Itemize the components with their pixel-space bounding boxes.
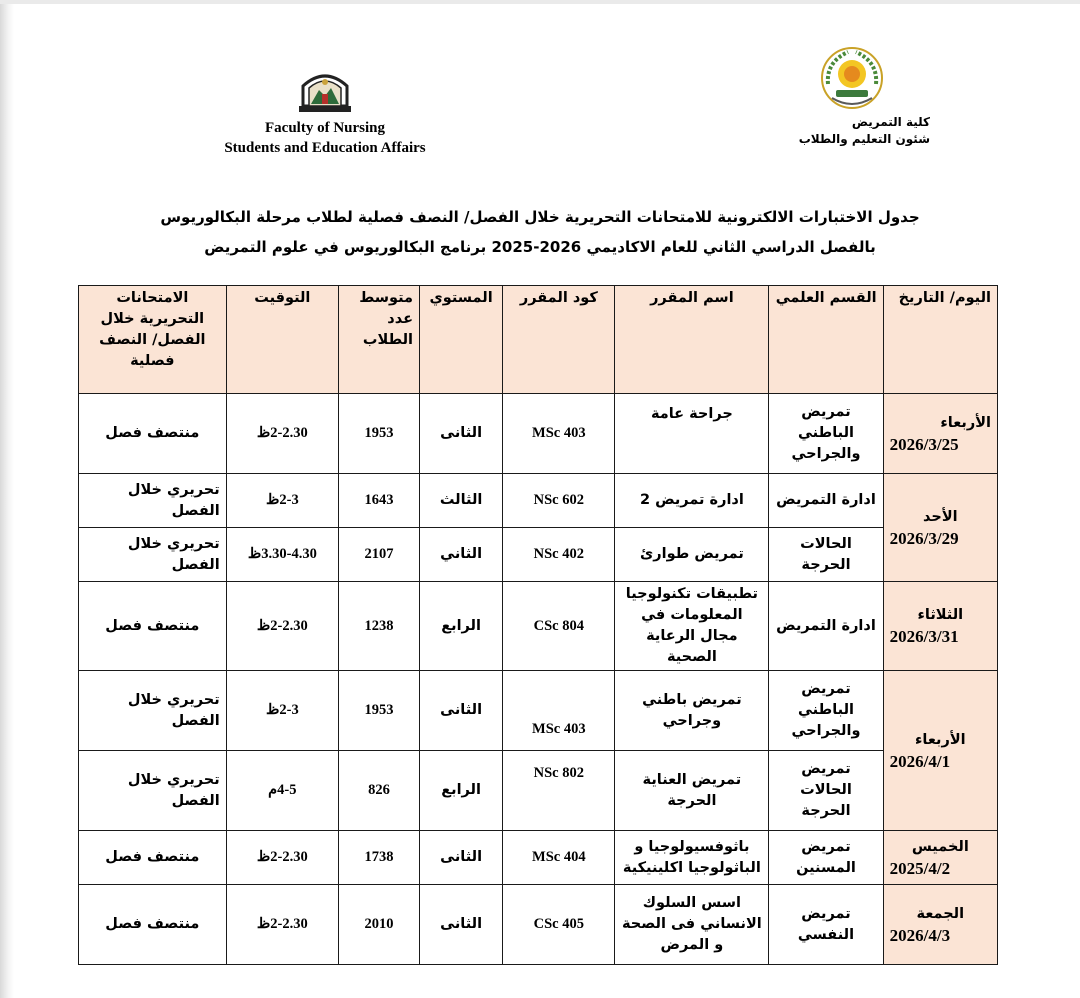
exam-type-cell: تحريري خلال الفصل: [79, 751, 227, 831]
exam-date: 2026/3/29: [889, 528, 959, 548]
faculty-name-en: Faculty of Nursing: [265, 120, 385, 136]
department-cell: تمريض المسنين: [769, 831, 883, 885]
course-name-cell: ادارة تمريض 2: [615, 474, 769, 528]
day-name: الخميس: [911, 838, 969, 855]
course-code-cell: CSc 804: [503, 582, 615, 671]
course-name-cell: اسس السلوك الانساني فى الصحة و المرض: [615, 885, 769, 965]
time-cell: 2-3ظ: [226, 671, 338, 751]
title-line-2: بالفصل الدراسي الثاني للعام الاكاديمي 2026-2025 برنامج البكالوريوس في علوم التمريض: [204, 238, 876, 256]
course-name-cell: تطبيقات تكنولوجيا المعلومات في مجال الرعاية الصحية: [615, 582, 769, 671]
time-cell: 2-2.30ظ: [226, 394, 338, 474]
day-name: الثلاثاء: [917, 607, 964, 623]
department-cell: ادارة التمريض: [769, 582, 883, 671]
document-title: [150, 202, 930, 262]
header-level: المستوي: [420, 286, 503, 394]
level-cell: الثانى: [420, 671, 503, 751]
course-name-cell: جراحة عامة: [615, 394, 769, 474]
header-exam-type: الامتحانات التحريرية خلال الفصل/ النصف فصلية: [79, 286, 227, 394]
time-cell: 2-2.30ظ: [226, 885, 338, 965]
page-edge-top: [0, 0, 1080, 4]
level-cell: الرابع: [420, 751, 503, 831]
department-cell: تمريض الباطني والجراحي: [769, 394, 883, 474]
day-date-cell: [883, 474, 997, 582]
day-date-cell: [883, 394, 997, 474]
exam-date: 2026/3/31: [889, 627, 959, 646]
header-course-code: كود المقرر: [503, 286, 615, 394]
exam-type-cell: تحريري خلال الفصل: [79, 671, 227, 751]
day-name: الأربعاء: [915, 731, 966, 748]
table-row: [79, 751, 998, 831]
faculty-logo-icon: [818, 44, 886, 112]
level-cell: الثاني: [420, 528, 503, 582]
students-cell: 1953: [338, 394, 419, 474]
faculty-name-ar: كلية التمريض: [851, 115, 930, 129]
course-code-cell: MSc 404: [503, 831, 615, 885]
time-cell: 3.30-4.30ظ: [226, 528, 338, 582]
course-name-cell: تمريض العناية الحرجة: [615, 751, 769, 831]
exam-type-cell: تحريري خلال الفصل: [79, 528, 227, 582]
affairs-name-en: Students and Education Affairs: [224, 140, 426, 156]
day-date-cell: [883, 831, 997, 885]
table-row: [79, 394, 998, 474]
table-row: [79, 671, 998, 751]
university-emblem-icon: [297, 66, 353, 114]
header-arabic: [790, 44, 930, 148]
level-cell: الثانى: [420, 885, 503, 965]
exam-date: 2026/4/3: [889, 925, 951, 945]
time-cell: 4-5م: [226, 751, 338, 831]
day-name: الجمعة: [916, 905, 965, 922]
day-date-cell: [883, 671, 997, 831]
page-edge-shadow: [0, 0, 14, 998]
course-code-cell: CSc 405: [503, 885, 615, 965]
table-header-row: [79, 286, 998, 394]
exam-date: 2026/4/1: [889, 751, 951, 771]
course-code-cell: NSc 602: [503, 474, 615, 528]
course-name-cell: تمريض باطني وجراحي: [615, 671, 769, 751]
students-cell: 826: [338, 751, 419, 831]
exam-type-cell: منتصف فصل: [79, 394, 227, 474]
students-cell: 1953: [338, 671, 419, 751]
students-cell: 1738: [338, 831, 419, 885]
table-row: [79, 474, 998, 528]
students-cell: 2107: [338, 528, 419, 582]
exam-type-cell: تحريري خلال الفصل: [79, 474, 227, 528]
title-line-1: جدول الاختبارات الالكترونية للامتحانات التحريرية خلال الفصل/ النصف فصلية لطلاب مرحلة البكالوريوس: [160, 208, 920, 226]
day-name: الأربعاء: [940, 414, 991, 431]
level-cell: الثانى: [420, 831, 503, 885]
students-cell: 1643: [338, 474, 419, 528]
table-row: [79, 582, 998, 671]
table-row: [79, 831, 998, 885]
course-code-cell: NSc 802: [503, 751, 615, 831]
department-cell: الحالات الحرجة: [769, 528, 883, 582]
course-code-cell: MSc 403: [503, 394, 615, 474]
header-course-name: اسم المقرر: [615, 286, 769, 394]
course-name-cell: تمريض طوارئ: [615, 528, 769, 582]
course-code-cell: NSc 402: [503, 528, 615, 582]
department-cell: ادارة التمريض: [769, 474, 883, 528]
course-code-cell: MSc 403: [503, 671, 615, 751]
time-cell: 2-2.30ظ: [226, 582, 338, 671]
level-cell: الثانى: [420, 394, 503, 474]
department-cell: تمريض الباطني والجراحي: [769, 671, 883, 751]
department-cell: تمريض الحالات الحرجة: [769, 751, 883, 831]
students-cell: 2010: [338, 885, 419, 965]
department-cell: تمريض النفسي: [769, 885, 883, 965]
header-english: [205, 66, 445, 158]
level-cell: الرابع: [420, 582, 503, 671]
table-row: [79, 528, 998, 582]
header-department: القسم العلمي: [769, 286, 883, 394]
time-cell: 2-2.30ظ: [226, 831, 338, 885]
exam-date: 2025/4/2: [889, 858, 951, 878]
students-cell: 1238: [338, 582, 419, 671]
day-date-cell: [883, 582, 997, 671]
course-name-cell: باثوفسيولوجيا و الباثولوجيا اكلينيكية: [615, 831, 769, 885]
header-time: التوقيت: [226, 286, 338, 394]
time-cell: 2-3ظ: [226, 474, 338, 528]
day-date-cell: [883, 885, 997, 965]
exam-date: 2026/3/25: [889, 434, 959, 454]
header-day-date: اليوم/ التاريخ: [883, 286, 997, 394]
header-students: متوسط عدد الطلاب: [338, 286, 419, 394]
level-cell: الثالث: [420, 474, 503, 528]
exam-type-cell: منتصف فصل: [79, 582, 227, 671]
exam-type-cell: منتصف فصل: [79, 831, 227, 885]
affairs-name-ar: شئون التعليم والطلاب: [798, 132, 930, 146]
day-name: الأحد: [923, 508, 958, 525]
exam-type-cell: منتصف فصل: [79, 885, 227, 965]
exam-schedule-table: [78, 285, 998, 965]
table-row: [79, 885, 998, 965]
